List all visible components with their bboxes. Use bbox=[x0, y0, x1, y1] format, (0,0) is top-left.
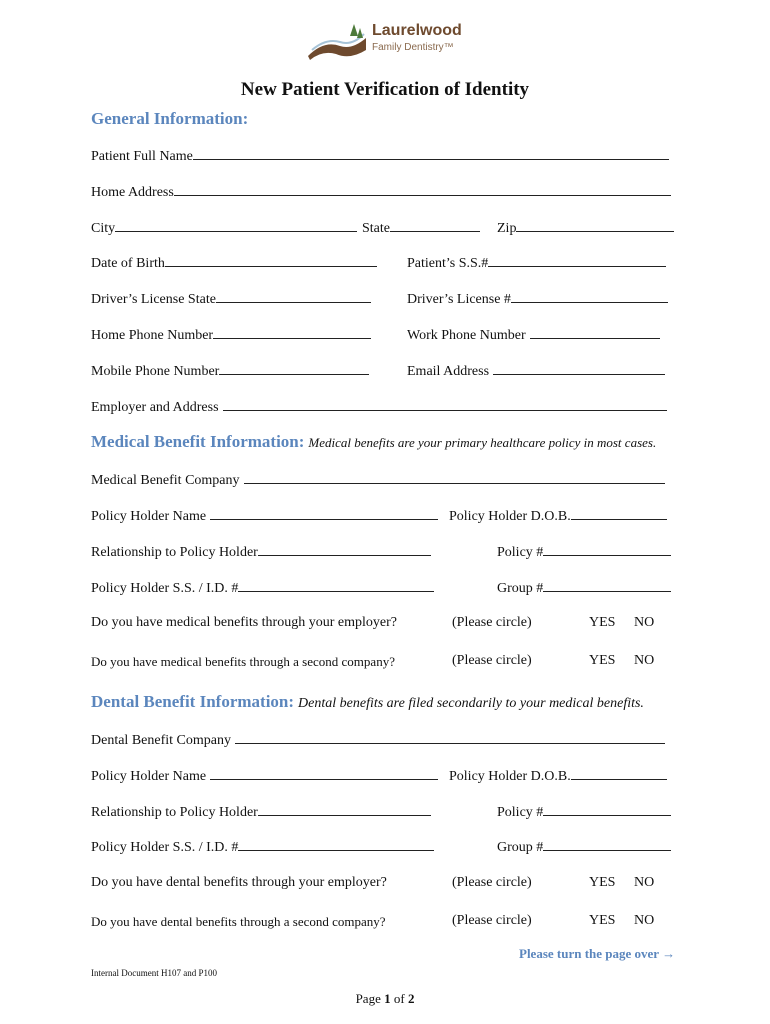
email-field[interactable] bbox=[493, 362, 665, 375]
dental-holder-dob-row bbox=[449, 767, 667, 785]
medical-holder-name-row bbox=[91, 507, 438, 525]
medical-holder-dob-field[interactable] bbox=[571, 507, 667, 520]
laurelwood-logo-icon bbox=[306, 20, 370, 64]
medical-group-field[interactable] bbox=[543, 579, 671, 592]
dob-label: Date of Birth bbox=[91, 256, 165, 271]
dental-note: Dental benefits are filed secondarily to your medical benefits. bbox=[298, 696, 644, 711]
work-phone-row bbox=[407, 326, 660, 344]
dental-holder-ss-label: Policy Holder S.S. / I.D. # bbox=[91, 840, 239, 855]
medical-company-field[interactable] bbox=[244, 471, 665, 484]
page-number bbox=[0, 991, 770, 1007]
dental-policy-row bbox=[497, 803, 671, 821]
medical-heading-row bbox=[91, 432, 656, 452]
ss-row bbox=[407, 254, 666, 272]
dl-number-label: Driver’s License # bbox=[407, 292, 511, 307]
dental-holder-dob-label: Policy Holder D.O.B. bbox=[449, 769, 571, 784]
dental-q-second-circle: (Please circle) bbox=[452, 913, 532, 928]
dl-state-field[interactable] bbox=[216, 290, 371, 303]
dl-number-field[interactable] bbox=[511, 290, 668, 303]
page-total: 2 bbox=[407, 991, 415, 1006]
medical-relationship-row bbox=[91, 543, 431, 561]
dental-relationship-field[interactable] bbox=[258, 803, 431, 816]
internal-document-note: Internal Document H107 and P100 bbox=[91, 968, 217, 978]
ss-field[interactable] bbox=[488, 254, 666, 267]
dental-q-second: Do you have dental benefits through a second company? bbox=[91, 914, 386, 929]
dental-group-row bbox=[497, 838, 671, 856]
logo bbox=[306, 20, 486, 64]
employer-label: Employer and Address bbox=[91, 400, 219, 415]
dob-field[interactable] bbox=[165, 254, 377, 267]
dental-holder-ss-field[interactable] bbox=[238, 838, 434, 851]
dental-heading-row bbox=[91, 692, 644, 712]
home-phone-field[interactable] bbox=[213, 326, 371, 339]
page-of: of bbox=[390, 991, 408, 1006]
medical-q-employer-circle: (Please circle) bbox=[452, 615, 532, 630]
medical-q-employer-no[interactable]: NO bbox=[634, 615, 655, 630]
page-title: New Patient Verification of Identity bbox=[240, 79, 530, 100]
medical-holder-name-field[interactable] bbox=[210, 507, 438, 520]
city-field[interactable] bbox=[115, 219, 357, 232]
city-label: City bbox=[91, 221, 116, 236]
dl-state-label: Driver’s License State bbox=[91, 292, 216, 307]
turn-page-note: Please turn the page over → bbox=[519, 946, 676, 961]
work-phone-field[interactable] bbox=[530, 326, 660, 339]
medical-policy-row bbox=[497, 543, 671, 561]
dental-holder-name-row bbox=[91, 767, 438, 785]
medical-holder-dob-label: Policy Holder D.O.B. bbox=[449, 509, 571, 524]
zip-label: Zip bbox=[497, 221, 517, 236]
dental-company-field[interactable] bbox=[235, 731, 665, 744]
email-label: Email Address bbox=[407, 364, 490, 379]
dental-q-employer-circle: (Please circle) bbox=[452, 875, 532, 890]
dental-relationship-label: Relationship to Policy Holder bbox=[91, 805, 258, 820]
medical-holder-dob-row bbox=[449, 507, 667, 525]
logo-name: Laurelwood bbox=[372, 22, 462, 39]
logo-subtitle: Family Dentistry™ bbox=[372, 42, 454, 53]
dental-policy-field[interactable] bbox=[543, 803, 671, 816]
medical-company-label: Medical Benefit Company bbox=[91, 473, 240, 488]
work-phone-label: Work Phone Number bbox=[407, 328, 526, 343]
medical-q-second-circle: (Please circle) bbox=[452, 653, 532, 668]
medical-relationship-field[interactable] bbox=[258, 543, 431, 556]
medical-q-second-yes[interactable]: YES bbox=[589, 653, 616, 668]
state-row bbox=[362, 219, 480, 237]
dob-row bbox=[91, 254, 377, 272]
medical-q-second-no[interactable]: NO bbox=[634, 653, 655, 668]
medical-relationship-label: Relationship to Policy Holder bbox=[91, 545, 258, 560]
zip-field[interactable] bbox=[516, 219, 674, 232]
dental-relationship-row bbox=[91, 803, 431, 821]
dental-holder-dob-field[interactable] bbox=[571, 767, 667, 780]
home-address-label: Home Address bbox=[91, 185, 174, 200]
medical-policy-field[interactable] bbox=[543, 543, 671, 556]
mobile-phone-label: Mobile Phone Number bbox=[91, 364, 220, 379]
page-prefix: Page bbox=[355, 991, 385, 1006]
state-field[interactable] bbox=[390, 219, 480, 232]
medical-holder-ss-row bbox=[91, 579, 434, 597]
dental-holder-name-label: Policy Holder Name bbox=[91, 769, 207, 784]
mobile-phone-field[interactable] bbox=[219, 362, 369, 375]
dental-q-employer-yes[interactable]: YES bbox=[589, 875, 616, 890]
medical-holder-ss-label: Policy Holder S.S. / I.D. # bbox=[91, 581, 239, 596]
dental-company-row bbox=[91, 731, 665, 749]
medical-policy-label: Policy # bbox=[497, 545, 544, 560]
medical-holder-name-label: Policy Holder Name bbox=[91, 509, 207, 524]
medical-group-row bbox=[497, 579, 671, 597]
home-address-field[interactable] bbox=[174, 183, 671, 196]
dental-q-second-yes[interactable]: YES bbox=[589, 913, 616, 928]
patient-name-label: Patient Full Name bbox=[91, 149, 193, 164]
dental-q-second-no[interactable]: NO bbox=[634, 913, 655, 928]
dental-group-label: Group # bbox=[497, 840, 544, 855]
dental-policy-label: Policy # bbox=[497, 805, 544, 820]
mobile-phone-row bbox=[91, 362, 369, 380]
home-phone-row bbox=[91, 326, 371, 344]
employer-field[interactable] bbox=[223, 398, 667, 411]
employer-row bbox=[91, 398, 667, 416]
dental-holder-ss-row bbox=[91, 838, 434, 856]
city-row bbox=[91, 219, 357, 237]
medical-q-second: Do you have medical benefits through a second company? bbox=[91, 654, 395, 669]
page-current: 1 bbox=[384, 991, 391, 1006]
medical-q-employer-yes[interactable]: YES bbox=[589, 615, 616, 630]
medical-company-row bbox=[91, 471, 665, 489]
medical-group-label: Group # bbox=[497, 581, 544, 596]
dental-q-employer: Do you have dental benefits through your employer? bbox=[91, 875, 387, 890]
dl-number-row bbox=[407, 290, 668, 308]
home-phone-label: Home Phone Number bbox=[91, 328, 214, 343]
patient-name-row bbox=[91, 147, 669, 165]
dental-heading: Dental Benefit Information: bbox=[91, 692, 295, 711]
email-row bbox=[407, 362, 665, 380]
dental-company-label: Dental Benefit Company bbox=[91, 733, 231, 748]
patient-name-field[interactable] bbox=[193, 147, 669, 160]
medical-q-employer: Do you have medical benefits through your employer? bbox=[91, 615, 397, 630]
ss-label: Patient’s S.S.# bbox=[407, 256, 489, 271]
state-label: State bbox=[362, 221, 390, 236]
dental-group-field[interactable] bbox=[543, 838, 671, 851]
dental-q-employer-no[interactable]: NO bbox=[634, 875, 655, 890]
medical-holder-ss-field[interactable] bbox=[238, 579, 434, 592]
dental-holder-name-field[interactable] bbox=[210, 767, 438, 780]
medical-heading: Medical Benefit Information: bbox=[91, 432, 305, 451]
home-address-row bbox=[91, 183, 671, 201]
dl-state-row bbox=[91, 290, 371, 308]
zip-row bbox=[497, 219, 674, 237]
medical-note: Medical benefits are your primary healthcare policy in most cases. bbox=[308, 435, 657, 450]
general-heading: General Information: bbox=[91, 109, 249, 128]
